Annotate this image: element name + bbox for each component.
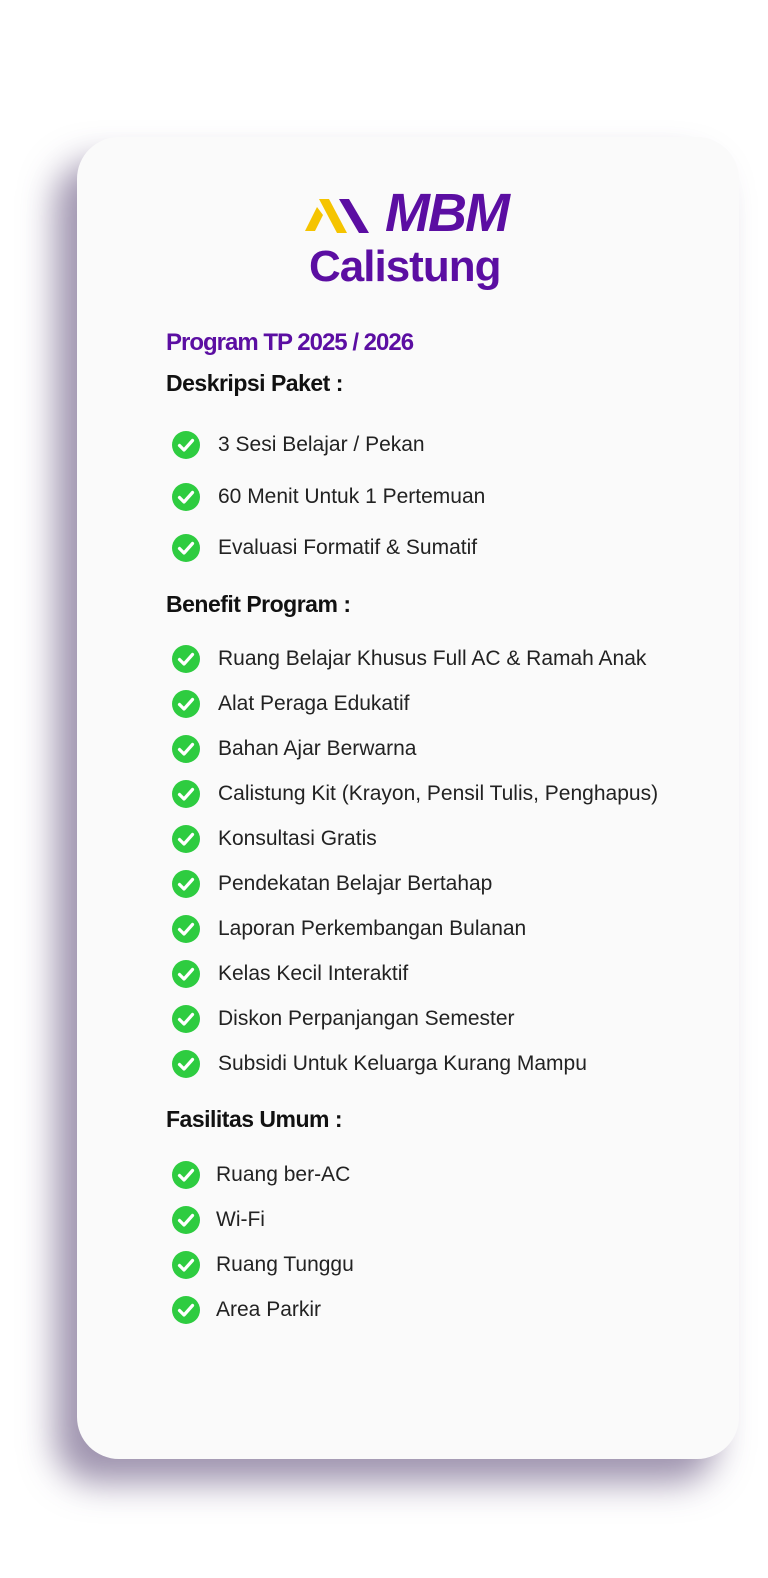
list-item-text: Ruang ber-AC	[216, 1163, 351, 1186]
check-circle-icon	[172, 915, 200, 943]
section-title-fasilitas: Fasilitas Umum :	[166, 1106, 343, 1132]
program-title: Program TP 2025 / 2026	[166, 329, 414, 356]
section-title-benefit: Benefit Program :	[166, 591, 351, 617]
brand-logo	[299, 183, 519, 297]
list-item-text: Area Parkir	[216, 1298, 322, 1321]
list-item-text: Pendekatan Belajar Bertahap	[218, 872, 493, 895]
check-circle-icon	[172, 1251, 200, 1279]
list-item-text: Subsidi Untuk Keluarga Kurang Mampu	[218, 1052, 587, 1075]
check-circle-icon	[172, 534, 200, 562]
list-item-text: 3 Sesi Belajar / Pekan	[218, 433, 425, 456]
check-circle-icon	[172, 825, 200, 853]
check-circle-icon	[172, 870, 200, 898]
list-item-text: Diskon Perpanjangan Semester	[218, 1007, 515, 1030]
logo-brand-text: MBM	[385, 183, 508, 243]
check-circle-icon	[172, 690, 200, 718]
check-circle-icon	[172, 780, 200, 808]
section-title-deskripsi: Deskripsi Paket :	[166, 370, 343, 396]
check-circle-icon	[172, 645, 200, 673]
check-circle-icon	[172, 1161, 200, 1189]
check-circle-icon	[172, 483, 200, 511]
logo-mark-icon	[299, 191, 379, 241]
logo-product-text: Calistung	[309, 242, 501, 291]
check-circle-icon	[172, 1005, 200, 1033]
list-item-text: Kelas Kecil Interaktif	[218, 962, 409, 985]
list-item-text: Laporan Perkembangan Bulanan	[218, 917, 527, 940]
list-item-text: Bahan Ajar Berwarna	[218, 737, 417, 760]
check-circle-icon	[172, 1050, 200, 1078]
check-circle-icon	[172, 735, 200, 763]
list-item-text: Calistung Kit (Krayon, Pensil Tulis, Penghapus)	[218, 782, 659, 805]
list-item-text: Ruang Tunggu	[216, 1253, 354, 1276]
list-item-text: Konsultasi Gratis	[218, 827, 377, 850]
list-item-text: Ruang Belajar Khusus Full AC & Ramah Anak	[218, 647, 647, 670]
list-item-text: Evaluasi Formatif & Sumatif	[218, 536, 478, 559]
check-circle-icon	[172, 960, 200, 988]
check-circle-icon	[172, 1296, 200, 1324]
list-item-text: 60 Menit Untuk 1 Pertemuan	[218, 484, 486, 508]
program-card	[77, 137, 739, 1459]
list-item-text: Alat Peraga Edukatif	[218, 692, 410, 715]
check-circle-icon	[172, 1206, 200, 1234]
check-circle-icon	[172, 431, 200, 459]
list-item-text: Wi-Fi	[216, 1208, 265, 1231]
